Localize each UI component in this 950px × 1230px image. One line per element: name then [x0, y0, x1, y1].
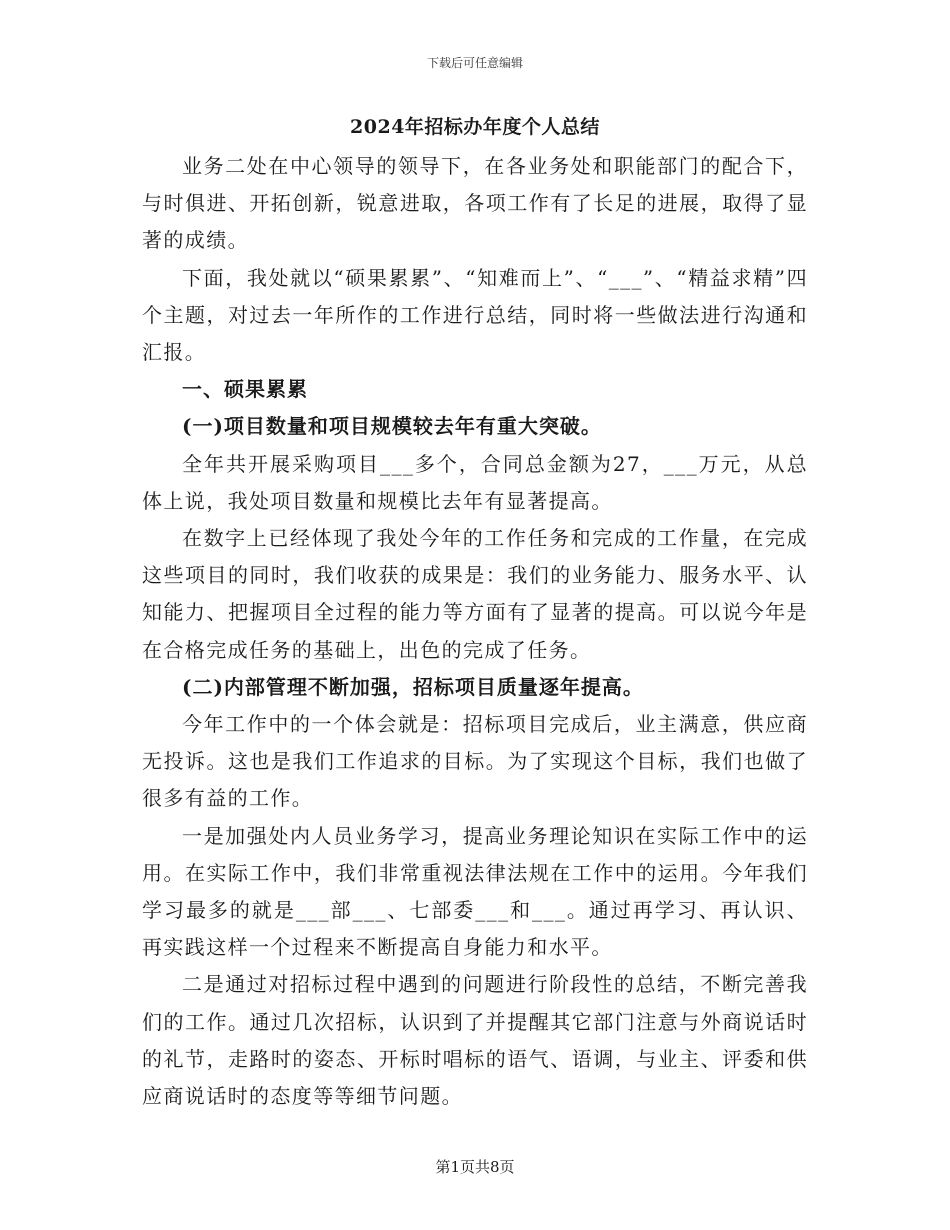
paragraph: 下面，我处就以“硕果累累”、“知难而上”、“___”、“精益求精”四个主题，对过去一年所作的工作进行总结，同时将一些做法进行沟通和汇报。 [142, 265, 808, 365]
paragraph: 在数字上已经体现了我处今年的工作任务和完成的工作量，在完成这些项目的同时，我们收获的成果是：我们的业务能力、服务水平、认知能力、把握项目全过程的能力等方面有了显著的提高。可以说今年是在合格完成任务的基础上，出色的完成了任务。 [142, 526, 808, 662]
paragraph: 今年工作中的一个体会就是：招标项目完成后，业主满意，供应商无投诉。这也是我们工作追求的目标。为了实现这个目标，我们也做了很多有益的工作。 [142, 712, 808, 811]
paragraph: 全年共开展采购项目___多个，合同总金额为27，___万元，从总体上说，我处项目数量和规模比去年有显著提高。 [142, 451, 808, 513]
subsection-heading: (二)内部管理不断加强，招标项目质量逐年提高。 [182, 674, 644, 699]
document-title: 2024年招标办年度个人总结 [350, 116, 600, 138]
page-number: 第1页共8页 [435, 1158, 515, 1176]
paragraph: 一是加强处内人员业务学习，提高业务理论知识在实际工作中的运用。在实际工作中，我们非常重视法律法规在工作中的运用。今年我们学习最多的就是___部___、七部委___和___。通过再学习、再认识、再实践这样一个过程来不断提高自身能力和水平。 [142, 823, 808, 960]
paragraph: 业务二处在中心领导的领导下，在各业务处和职能部门的配合下，与时俱进、开拓创新，锐意进取，各项工作有了长足的进展，取得了显著的成绩。 [142, 154, 808, 253]
paragraph: 二是通过对招标过程中遇到的问题进行阶段性的总结，不断完善我们的工作。通过几次招标，认识到了并提醒其它部门注意与外商说话时的礼节，走路时的姿态、开标时唱标的语气、语调，与业主、评委和供应商说话时的态度等等细节问题。 [142, 972, 808, 1109]
section-heading: 一、硕果累累 [182, 377, 308, 402]
subsection-heading: (一)项目数量和项目规模较去年有重大突破。 [182, 414, 602, 439]
header-note: 下载后可任意编辑 [426, 56, 523, 70]
document-body [142, 110, 808, 1115]
